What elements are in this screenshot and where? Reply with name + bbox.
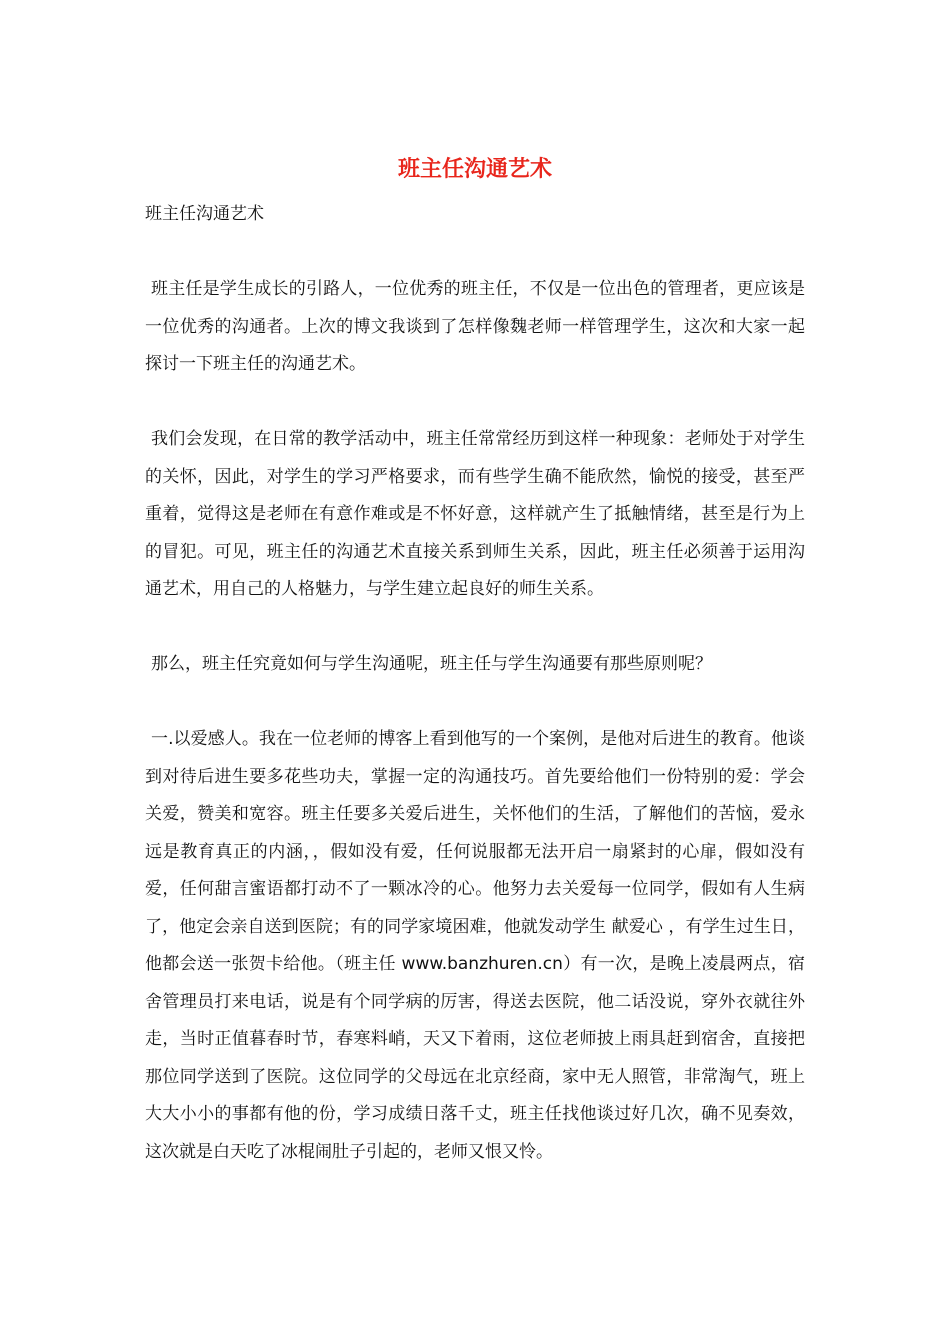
paragraph-phenomenon: 我们会发现，在日常的教学活动中，班主任常常经历到这样一种现象：老师处于对学生的关怀，因此，对学生的学习严格要求，而有些学生确不能欣然，愉悦的接受，甚至严重着，觉得这是老师在有意作难或是不怀好意，这样就产生了抵触情绪，甚至是行为上的冒犯。可见，班主任的沟通艺术直接关系到师生关系，因此，班主任必须善于运用沟通艺术，用自己的人格魅力，与学生建立起良好的师生关系。 [145,429,805,599]
document-body [145,196,805,1171]
document-title: 班主任沟通艺术 [397,156,552,182]
paragraph-question: 那么，班主任究竟如何与学生沟通呢，班主任与学生沟通要有那些原则呢？ [151,654,712,674]
paragraph-principle-one: 一.以爱感人。我在一位老师的博客上看到他写的一个案例，是他对后进生的教育。他谈到对待后进生要多花些功夫，掌握一定的沟通技巧。首先要给他们一份特别的爱：学会关爱，赞美和宽容。班主任要多关爱后进生，关怀他们的生活，了解他们的苦恼，爱永远是教育真正的内涵，，假如没有爱，任何说服都无法开启一扇紧封的心扉，假如没有爱，任何甜言蜜语都打动不了一颗冰冷的心。他努力去关爱每一位同学，假如有人生病了，他定会亲自送到医院；有的同学家境困难，他就发动学生 献爱心 ，有学生过生日，他都会送一张贺卡给他。（班主任 www.banzhuren.cn）有一次，是晚上凌晨两点，宿舍管理员打来电话，说是有个同学病的厉害，得送去医院，他二话没说，穿外衣就往外走，当时正值暮春时节，春寒料峭，天又下着雨，这位老师披上雨具赶到宿舍，直接把那位同学送到了医院。这位同学的父母远在北京经商，家中无人照管，非常淘气，班上大大小小的事都有他的份，学习成绩日落千丈，班主任找他谈过好几次，确不见奏效，这次就是白天吃了冰棍闹肚子引起的，老师又恨又怜。 [145,729,805,1162]
paragraph-intro: 班主任是学生成长的引路人，一位优秀的班主任，不仅是一位出色的管理者，更应该是一位优秀的沟通者。上次的博文我谈到了怎样像魏老师一样管理学生，这次和大家一起探讨一下班主任的沟通艺术。 [145,279,805,374]
document-subtitle: 班主任沟通艺术 [145,204,264,224]
